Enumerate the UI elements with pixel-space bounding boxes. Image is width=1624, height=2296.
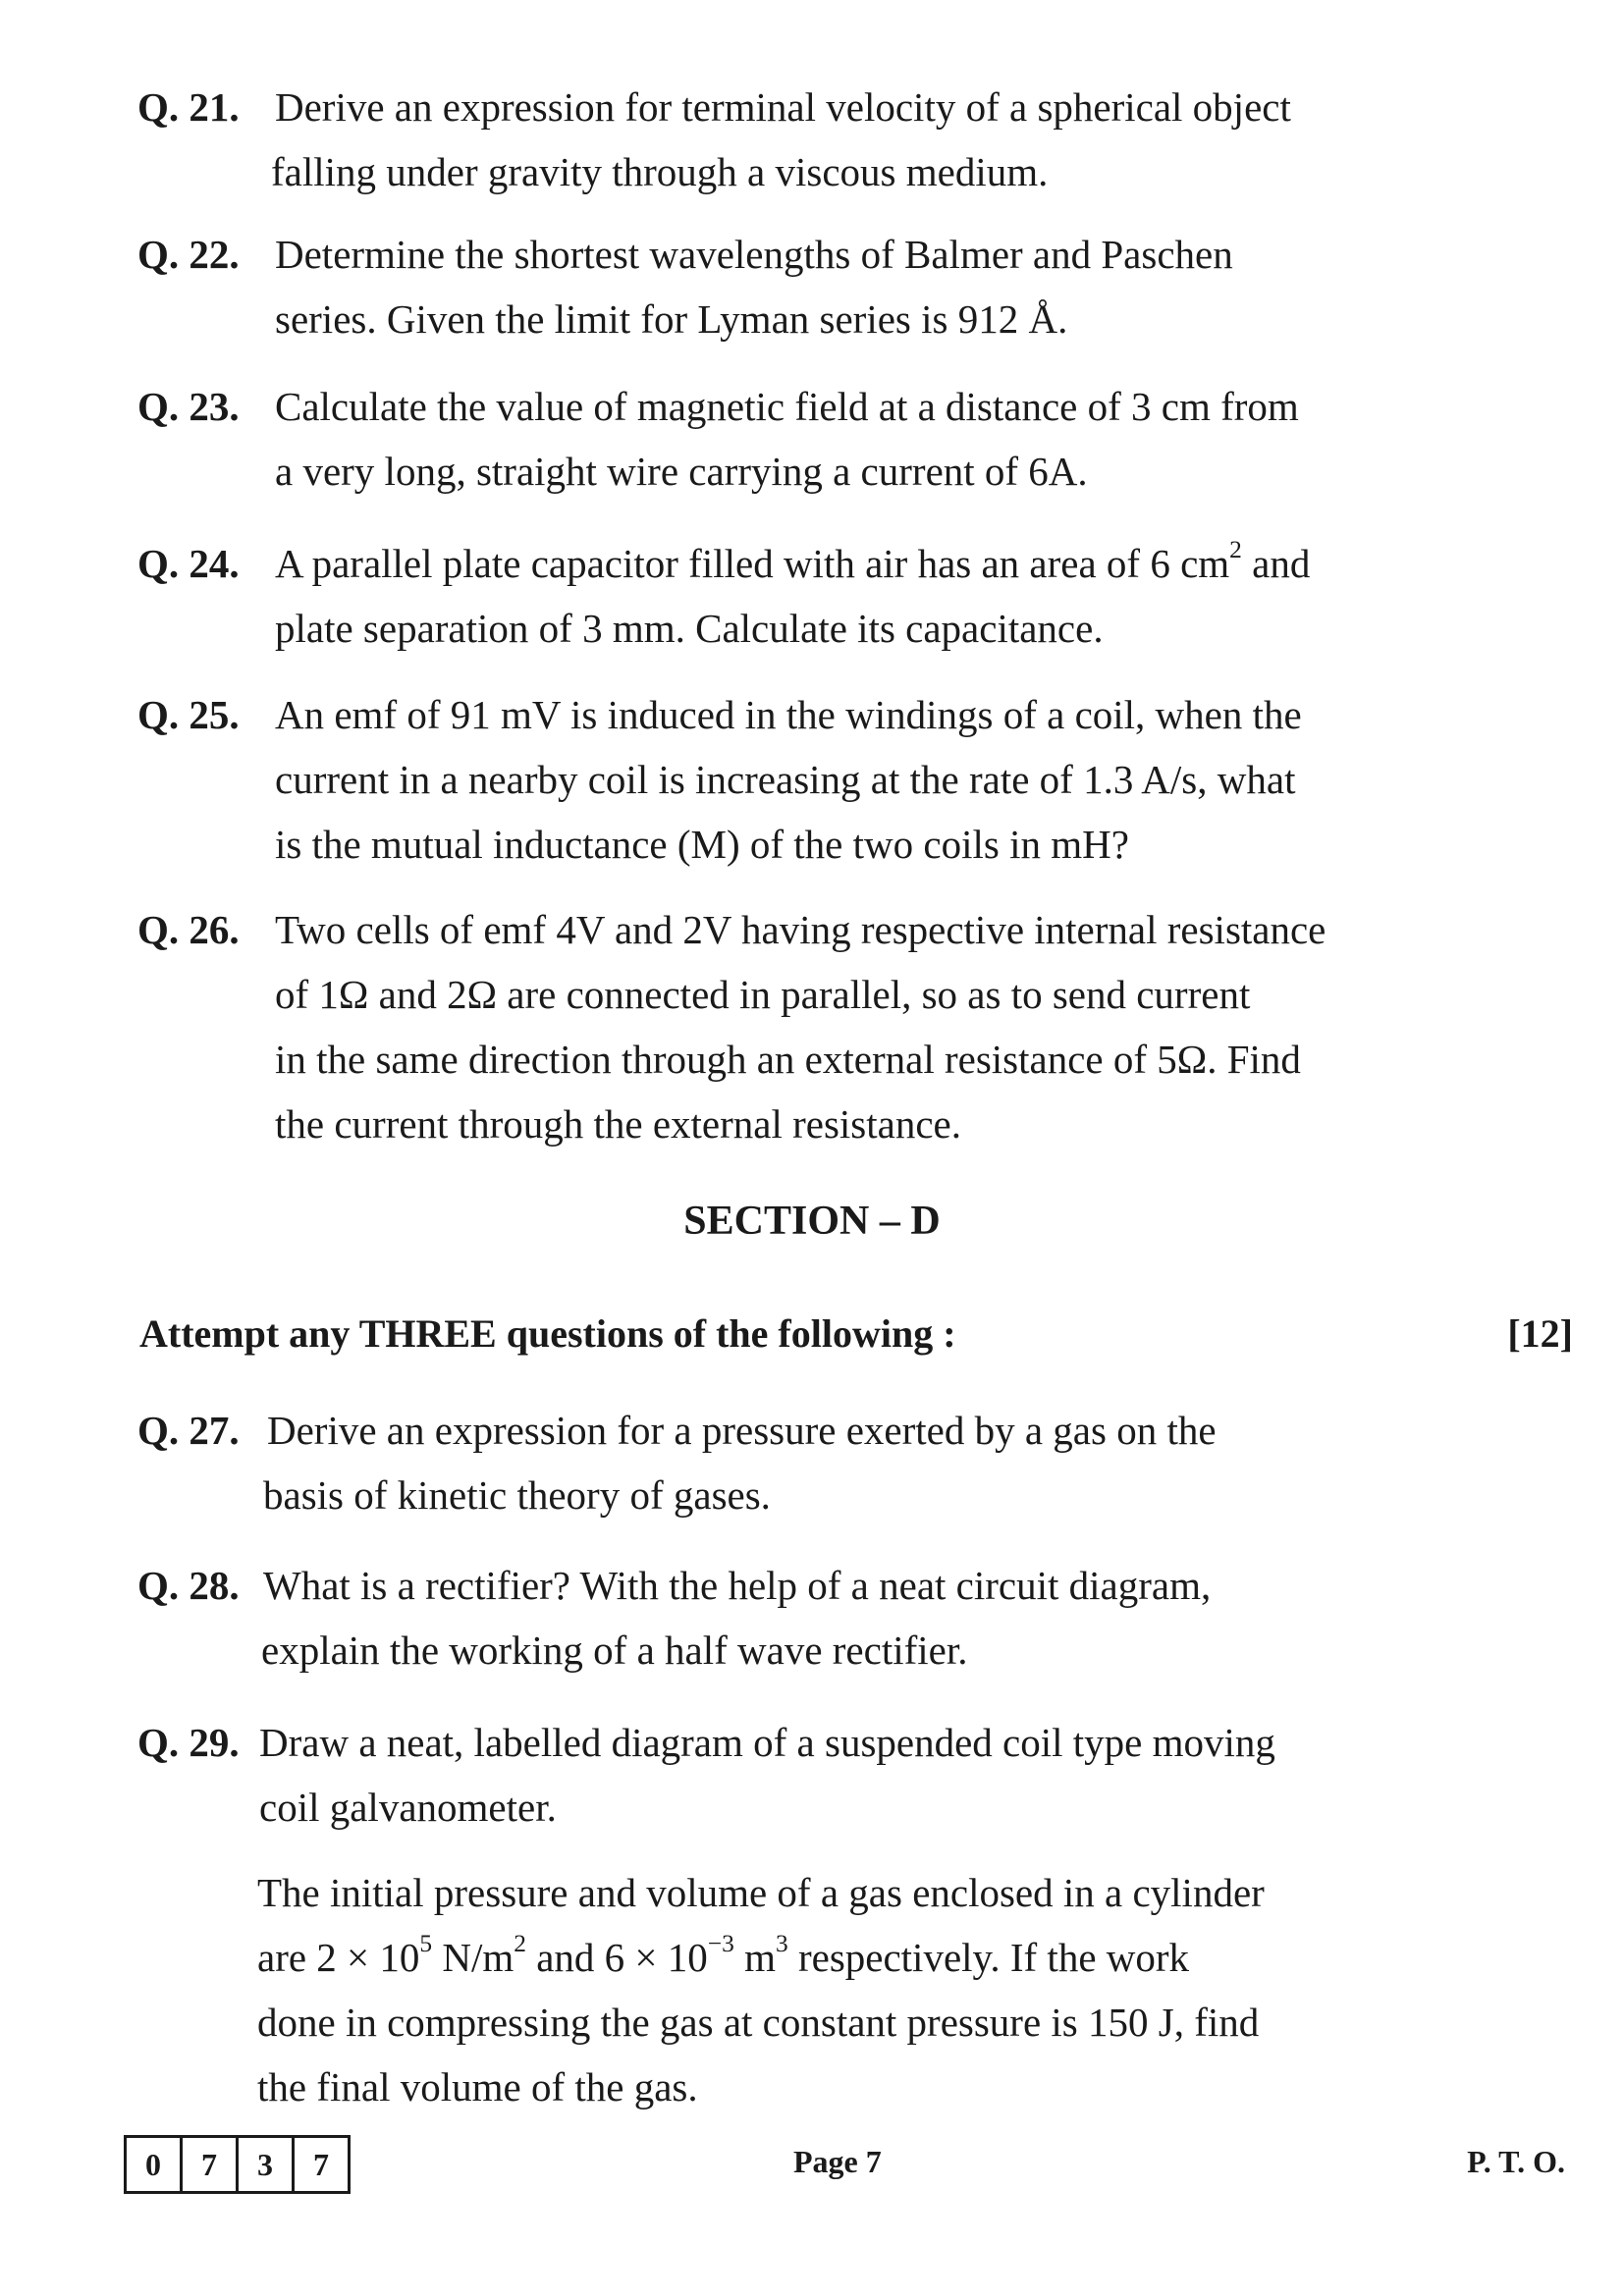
paper-code-boxes [124, 2135, 351, 2194]
paper-code-digit: 0 [127, 2138, 183, 2191]
question-number: Q. 21. [137, 84, 240, 130]
question-text: plate separation of 3 mm. Calculate its capacitance. [275, 606, 1104, 651]
please-turn-over: P. T. O. [1467, 2144, 1565, 2179]
question-25 [137, 682, 1404, 877]
question-number: Q. 23. [137, 384, 240, 429]
question-text: Derive an expression for a pressure exerted by a gas on the [267, 1408, 1217, 1453]
section-title: SECTION – D [683, 1199, 941, 1244]
question-28 [137, 1553, 1404, 1682]
question-text: Determine the shortest wavelengths of Balmer and Paschen [275, 232, 1233, 277]
paper-code-digit: 7 [183, 2138, 239, 2191]
question-number: Q. 25. [137, 692, 240, 737]
page-number: Page 7 [793, 2144, 882, 2179]
paper-code-digit: 7 [313, 2146, 329, 2182]
question-text: What is a rectifier? With the help of a neat circuit diagram, [263, 1563, 1212, 1608]
paper-code-digit: 3 [239, 2138, 295, 2191]
question-23 [137, 374, 1404, 504]
question-text: A parallel plate capacitor filled with air has an area of 6 $cm^2$ and [275, 536, 1311, 586]
question-text: basis of kinetic theory of gases. [263, 1472, 771, 1518]
question-text: Draw a neat, labelled diagram of a suspended coil type moving [259, 1720, 1275, 1765]
question-text: of 1Ω and 2Ω are connected in parallel, so as to send current [275, 972, 1251, 1017]
question-21 [137, 75, 1404, 204]
question-22 [137, 222, 1404, 351]
section-marks: [12] [1507, 1311, 1573, 1356]
question-number: Q. 29. [137, 1720, 240, 1765]
question-text: in the same direction through an external resistance of 5Ω. Find [275, 1037, 1301, 1082]
question-24 [137, 531, 1404, 661]
question-text: series. Given the limit for Lyman series is 912 Å. [275, 296, 1068, 342]
question-text: is the mutual inductance (M) of the two coils in mH? [275, 822, 1129, 867]
question-text: Calculate the value of magnetic field at a distance of 3 cm from [275, 384, 1299, 429]
question-text: Two cells of emf 4V and 2V having respective internal resistance [275, 907, 1326, 952]
question-26 [137, 897, 1404, 1156]
question-text: falling under gravity through a viscous medium. [271, 149, 1049, 194]
question-text: An emf of 91 mV is induced in the windings of a coil, when the [275, 692, 1302, 737]
question-number: Q. 24. [137, 541, 240, 586]
question-text: the current through the external resistance. [275, 1101, 961, 1147]
question-27 [137, 1398, 1404, 1527]
question-text: the final volume of the gas. [257, 2064, 698, 2109]
question-text: coil galvanometer. [259, 1785, 557, 1830]
question-number: Q. 22. [137, 232, 240, 277]
question-text: The initial pressure and volume of a gas enclosed in a cylinder [257, 1870, 1265, 1915]
question-text: are $2 \times 10^5$ $N/m^2$ and $6 \times 10^{-3}$ $m^3$ respectively. If the work [257, 1930, 1190, 1980]
section-instruction: Attempt any THREE questions of the following : [139, 1311, 956, 1356]
question-29-alternative [257, 1860, 1404, 2119]
question-text: a very long, straight wire carrying a current of 6A. [275, 449, 1088, 494]
question-text: Derive an expression for terminal velocity of a spherical object [275, 84, 1291, 130]
question-text: current in a nearby coil is increasing at the rate of 1.3 A/s, what [275, 757, 1296, 802]
question-number: Q. 27. [137, 1408, 240, 1453]
question-29 [137, 1710, 1404, 1840]
question-number: Q. 28. [137, 1563, 240, 1608]
question-text: explain the working of a half wave rectifier. [261, 1628, 968, 1673]
question-text: done in compressing the gas at constant pressure is 150 J, find [257, 2000, 1260, 2045]
question-number: Q. 26. [137, 907, 240, 952]
